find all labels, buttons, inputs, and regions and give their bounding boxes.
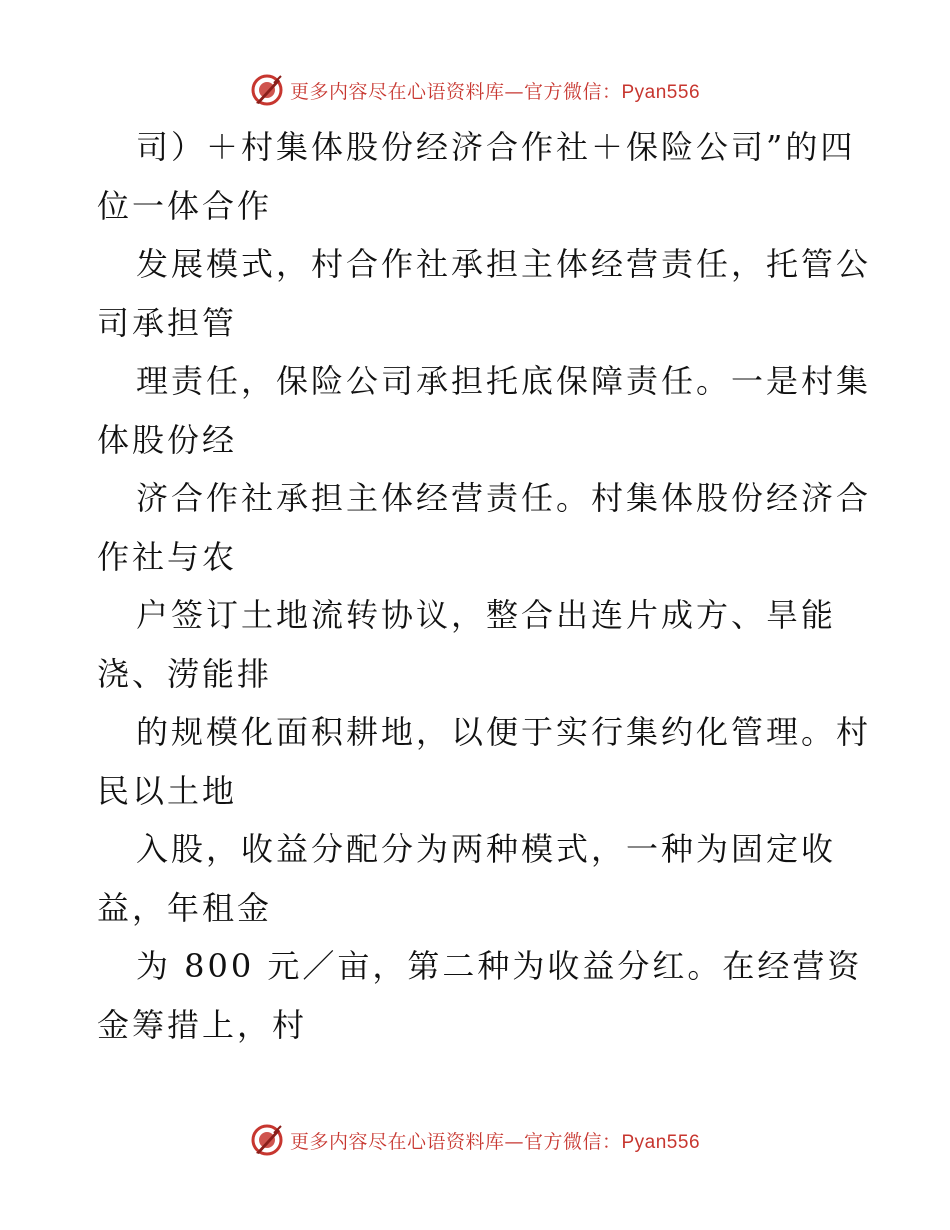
text-line: 民以土地 — [97, 771, 238, 810]
footer-watermark — [0, 1120, 950, 1160]
watermark-separator: — — [504, 1130, 524, 1153]
quill-pen-seal-icon — [250, 73, 284, 107]
text-line: 司承担管 — [97, 303, 238, 342]
header-watermark — [0, 70, 950, 110]
watermark-text — [290, 1127, 700, 1154]
text-line: 为 800 元／亩，第二种为收益分红。在经营资 — [136, 947, 863, 985]
text-line: 司）＋村集体股份经济合作社＋保险公司”的四 — [136, 128, 856, 166]
text-line: 金筹措上，村 — [97, 1005, 308, 1044]
text-line: 浇、涝能排 — [97, 654, 273, 693]
text-line: 体股份经 — [97, 420, 238, 459]
text-line: 益，年租金 — [97, 888, 273, 927]
watermark-contact-label: 官方微信： — [523, 80, 622, 103]
quill-pen-seal-icon — [250, 1123, 284, 1157]
text-line: 发展模式，村合作社承担主体经营责任，托管公 — [136, 245, 872, 283]
watermark-site-text: 更多内容尽在心语资料库 — [289, 80, 505, 103]
watermark-text — [290, 77, 700, 104]
text-line: 作社与农 — [97, 537, 238, 576]
text-line: 济合作社承担主体经营责任。村集体股份经济合 — [136, 479, 872, 517]
watermark-contact-id: Pyan556 — [621, 81, 701, 103]
text-line: 理责任，保险公司承担托底保障责任。一是村集 — [136, 362, 872, 400]
text-line: 位一体合作 — [97, 186, 273, 225]
watermark-separator: — — [504, 80, 524, 103]
document-body — [97, 118, 872, 1054]
text-line: 户签订土地流转协议，整合出连片成方、旱能 — [136, 596, 837, 634]
text-line: 入股，收益分配分为两种模式，一种为固定收 — [136, 830, 837, 868]
watermark-contact-id: Pyan556 — [621, 1131, 701, 1153]
text-line: 的规模化面积耕地，以便于实行集约化管理。村 — [136, 713, 872, 751]
watermark-site-text: 更多内容尽在心语资料库 — [289, 1130, 505, 1153]
watermark-contact-label: 官方微信： — [523, 1130, 622, 1153]
